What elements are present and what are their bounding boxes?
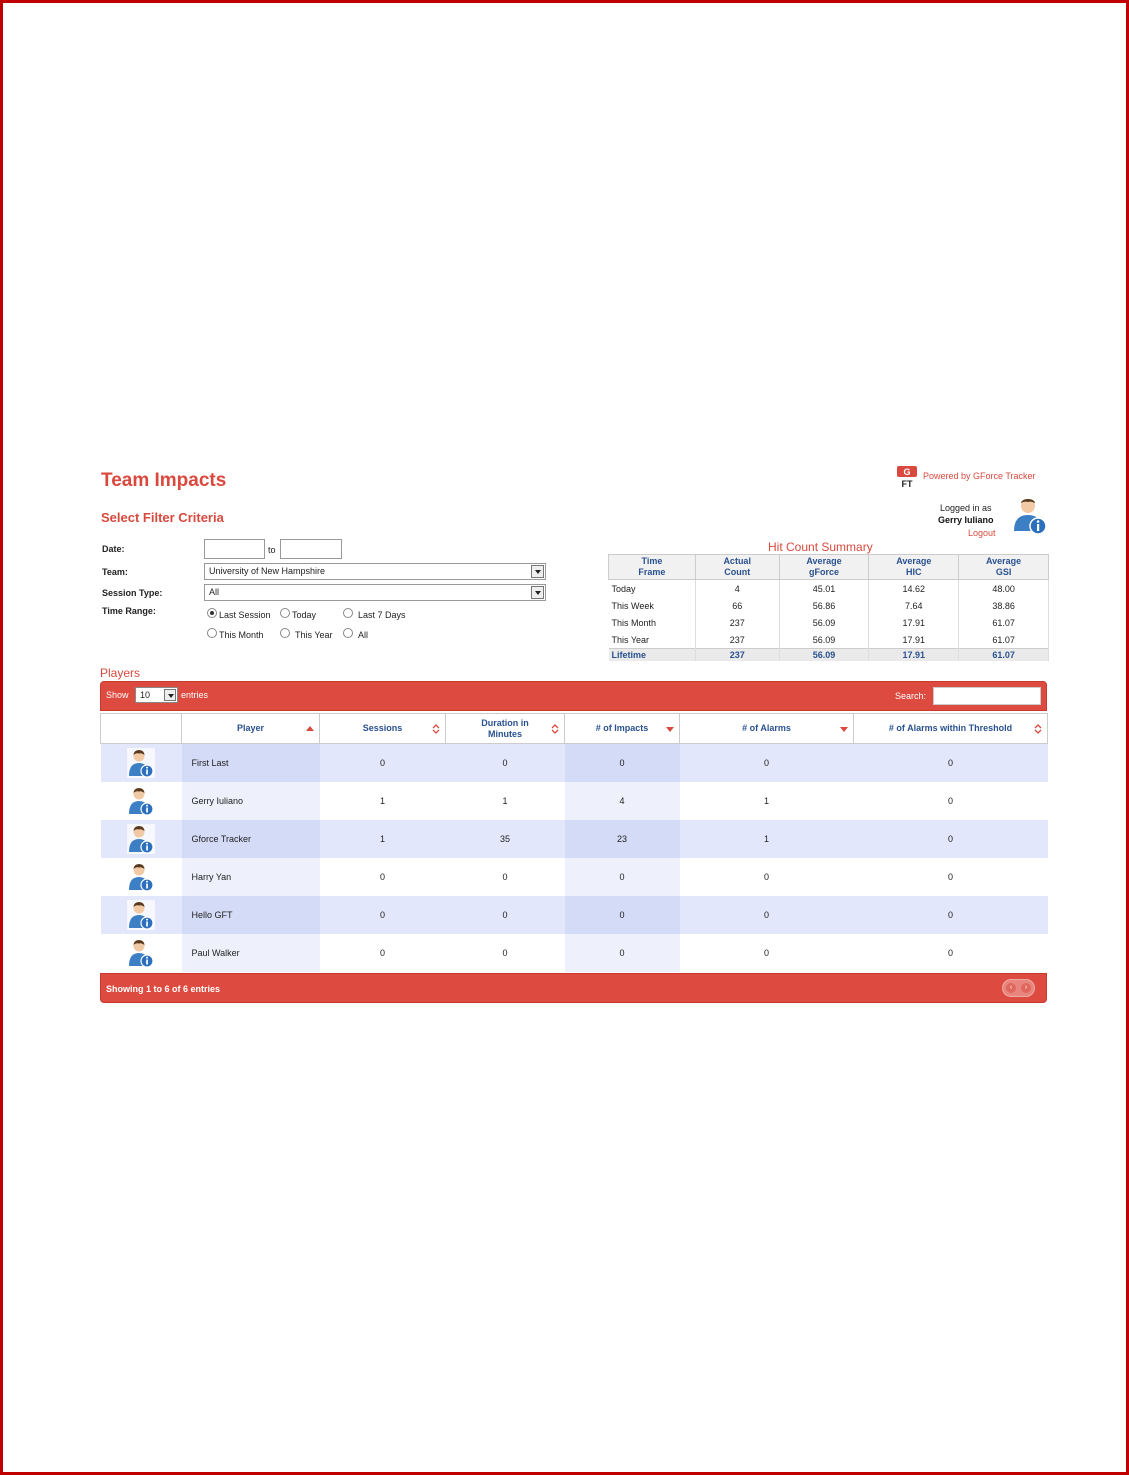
summary-lifetime-row xyxy=(609,649,1049,662)
sort-both-icon xyxy=(432,724,440,734)
player-info-icon[interactable] xyxy=(127,862,155,892)
table-row[interactable] xyxy=(101,858,1048,896)
player-alarms: 1 xyxy=(680,782,854,820)
player-avatar-cell xyxy=(101,858,182,896)
player-sessions: 0 xyxy=(320,744,446,783)
table-row[interactable] xyxy=(101,744,1048,783)
summary-row xyxy=(609,580,1049,598)
player-duration: 0 xyxy=(446,744,565,783)
team-label: Team: xyxy=(102,567,128,577)
session-type-label: Session Type: xyxy=(102,588,163,598)
player-duration: 0 xyxy=(446,858,565,896)
hit-count-summary-title: Hit Count Summary xyxy=(768,540,873,554)
summary-cell: 237 xyxy=(695,614,779,631)
date-from-input[interactable] xyxy=(204,539,265,559)
filter-section-title: Select Filter Criteria xyxy=(101,510,224,525)
player-impacts: 4 xyxy=(565,782,680,820)
table-row[interactable] xyxy=(101,820,1048,858)
summary-cell: 56.09 xyxy=(779,649,869,662)
player-name: Gerry Iuliano xyxy=(182,782,320,820)
summary-cell: 66 xyxy=(695,597,779,614)
time-range-label: Time Range: xyxy=(102,606,156,616)
player-sessions: 0 xyxy=(320,896,446,934)
player-duration: 0 xyxy=(446,934,565,972)
radio-today[interactable] xyxy=(280,608,290,618)
player-alarms: 0 xyxy=(680,896,854,934)
user-info-icon[interactable] xyxy=(1012,497,1048,535)
summary-cell: 17.91 xyxy=(869,614,959,631)
summary-row xyxy=(609,597,1049,614)
summary-cell: 56.86 xyxy=(779,597,869,614)
radio-all[interactable] xyxy=(343,628,353,638)
table-row[interactable] xyxy=(101,782,1048,820)
summary-cell: This Week xyxy=(609,597,696,614)
column-header-avatar xyxy=(101,714,182,744)
summary-cell: Today xyxy=(609,580,696,598)
player-alarms: 1 xyxy=(680,820,854,858)
player-avatar-cell xyxy=(101,820,182,858)
chevron-down-icon[interactable] xyxy=(164,689,176,701)
player-duration: 0 xyxy=(446,896,565,934)
session-type-value: All xyxy=(209,587,220,597)
player-duration: 35 xyxy=(446,820,565,858)
player-alarms-threshold: 0 xyxy=(854,934,1048,972)
player-impacts: 0 xyxy=(565,858,680,896)
player-avatar-cell xyxy=(101,744,182,783)
player-alarms-threshold: 0 xyxy=(854,782,1048,820)
summary-cell: 7.64 xyxy=(869,597,959,614)
radio-last-7-days[interactable] xyxy=(343,608,353,618)
player-name: First Last xyxy=(182,744,320,783)
entries-label: entries xyxy=(181,690,209,700)
player-sessions: 0 xyxy=(320,858,446,896)
radio-last-session[interactable] xyxy=(207,608,217,618)
hit-count-summary-table xyxy=(608,554,1049,661)
player-alarms-threshold: 0 xyxy=(854,820,1048,858)
player-alarms: 0 xyxy=(680,858,854,896)
summary-cell: 61.07 xyxy=(959,614,1049,631)
date-label: Date: xyxy=(102,544,125,554)
radio-this-year-label: This Year xyxy=(295,630,333,640)
sort-desc-icon xyxy=(840,724,848,734)
session-type-select[interactable] xyxy=(204,584,546,601)
entries-select-value: 10 xyxy=(140,690,151,700)
summary-cell: This Month xyxy=(609,614,696,631)
summary-cell: 237 xyxy=(695,649,779,662)
player-name: Gforce Tracker xyxy=(182,820,320,858)
summary-cell: 17.91 xyxy=(869,631,959,649)
logout-link[interactable]: Logout xyxy=(968,528,996,538)
chevron-down-icon[interactable] xyxy=(531,586,544,599)
page-title: Team Impacts xyxy=(101,470,227,491)
summary-cell: 45.01 xyxy=(779,580,869,598)
players-table xyxy=(100,713,1048,972)
player-avatar-cell xyxy=(101,782,182,820)
chevron-down-icon[interactable] xyxy=(531,565,544,578)
players-title: Players xyxy=(100,666,141,680)
player-impacts: 0 xyxy=(565,934,680,972)
summary-cell: 17.91 xyxy=(869,649,959,662)
player-impacts: 23 xyxy=(565,820,680,858)
date-to-input[interactable] xyxy=(280,539,342,559)
next-page-icon[interactable]: › xyxy=(1021,983,1031,993)
player-info-icon[interactable] xyxy=(127,824,155,854)
player-duration: 1 xyxy=(446,782,565,820)
player-info-icon[interactable] xyxy=(127,938,155,968)
summary-header-average-hic: Average HIC xyxy=(869,555,959,580)
radio-today-label: Today xyxy=(292,610,317,620)
sort-both-icon xyxy=(1034,724,1042,734)
show-label: Show xyxy=(106,690,129,700)
summary-cell: 4 xyxy=(695,580,779,598)
player-avatar-cell xyxy=(101,934,182,972)
player-alarms-threshold: 0 xyxy=(854,896,1048,934)
player-impacts: 0 xyxy=(565,896,680,934)
summary-cell: 61.07 xyxy=(959,649,1049,662)
radio-all-label: All xyxy=(358,630,369,640)
search-label: Search: xyxy=(895,691,927,701)
search-input[interactable] xyxy=(933,687,1041,705)
entries-select[interactable] xyxy=(135,687,178,703)
sort-both-icon xyxy=(551,724,559,734)
player-alarms-threshold: 0 xyxy=(854,858,1048,896)
gft-logo-icon xyxy=(897,466,917,488)
player-info-icon[interactable] xyxy=(127,748,155,778)
column-header-duration[interactable]: Duration in Minutes xyxy=(446,714,565,744)
summary-cell: Lifetime xyxy=(609,649,696,662)
table-info: Showing 1 to 6 of 6 entries xyxy=(106,984,221,994)
user-name: Gerry Iuliano xyxy=(938,515,994,525)
summary-row xyxy=(609,631,1049,649)
player-sessions: 1 xyxy=(320,820,446,858)
player-sessions: 1 xyxy=(320,782,446,820)
summary-header-average-gsi: Average GSI xyxy=(959,555,1049,580)
summary-cell: 38.86 xyxy=(959,597,1049,614)
player-alarms: 0 xyxy=(680,934,854,972)
summary-cell: 237 xyxy=(695,631,779,649)
player-name: Harry Yan xyxy=(182,858,320,896)
summary-header-average-gforce: Average gForce xyxy=(779,555,869,580)
summary-cell: 14.62 xyxy=(869,580,959,598)
player-name: Hello GFT xyxy=(182,896,320,934)
column-header-player[interactable]: Player xyxy=(182,714,320,744)
sort-asc-icon xyxy=(306,724,314,734)
logo-top-letter: G xyxy=(903,467,911,477)
radio-last-session-label: Last Session xyxy=(219,610,271,620)
player-avatar-cell xyxy=(101,896,182,934)
players-table-footer xyxy=(100,973,1047,1003)
prev-page-icon[interactable]: ‹ xyxy=(1006,983,1016,993)
player-sessions: 0 xyxy=(320,934,446,972)
column-header-alarms-threshold[interactable]: # of Alarms within Threshold xyxy=(854,714,1048,744)
radio-this-month[interactable] xyxy=(207,628,217,638)
pagination xyxy=(1002,979,1035,997)
summary-cell: 61.07 xyxy=(959,631,1049,649)
players-table-toolbar xyxy=(100,681,1047,711)
table-row[interactable] xyxy=(101,934,1048,972)
summary-cell: 56.09 xyxy=(779,631,869,649)
date-to-label: to xyxy=(268,545,276,555)
summary-header-time-frame: Time Frame xyxy=(609,555,696,580)
radio-last-7-days-label: Last 7 Days xyxy=(358,610,406,620)
radio-this-year[interactable] xyxy=(280,628,290,638)
player-info-icon[interactable] xyxy=(127,900,155,930)
sort-desc-icon xyxy=(666,724,674,734)
player-impacts: 0 xyxy=(565,744,680,783)
summary-header-actual-count: Actual Count xyxy=(695,555,779,580)
logged-in-label: Logged in as xyxy=(940,503,992,513)
column-header-sessions[interactable]: Sessions xyxy=(320,714,446,744)
team-select[interactable] xyxy=(204,563,546,580)
logo-bottom-letters: FT xyxy=(901,479,913,488)
powered-by-link[interactable]: Powered by GForce Tracker xyxy=(923,471,1036,481)
summary-cell: This Year xyxy=(609,631,696,649)
column-header-alarms[interactable]: # of Alarms xyxy=(680,714,854,744)
player-alarms: 0 xyxy=(680,744,854,783)
summary-cell: 56.09 xyxy=(779,614,869,631)
player-info-icon[interactable] xyxy=(127,786,155,816)
column-header-impacts[interactable]: # of Impacts xyxy=(565,714,680,744)
player-name: Paul Walker xyxy=(182,934,320,972)
summary-cell: 48.00 xyxy=(959,580,1049,598)
table-row[interactable] xyxy=(101,896,1048,934)
team-select-value: University of New Hampshire xyxy=(209,566,326,576)
player-alarms-threshold: 0 xyxy=(854,744,1048,783)
radio-this-month-label: This Month xyxy=(219,630,264,640)
summary-row xyxy=(609,614,1049,631)
